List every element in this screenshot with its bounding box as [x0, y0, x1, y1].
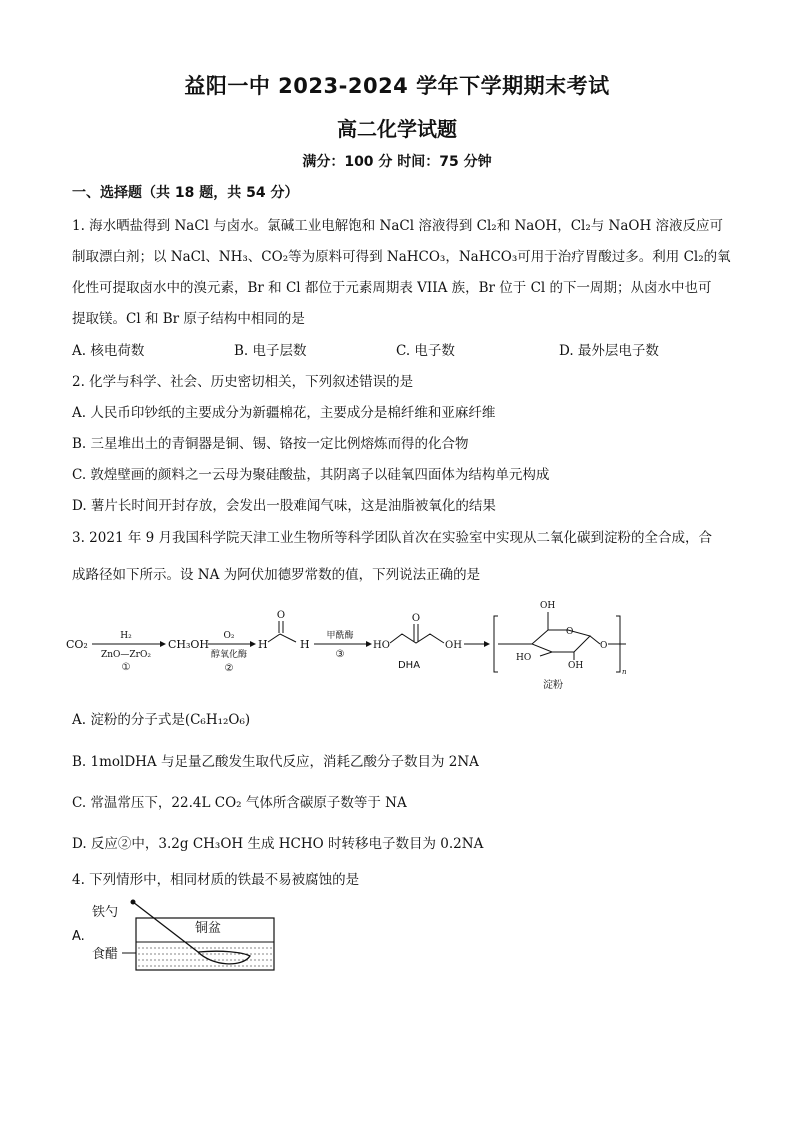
q1-line-4: 提取镁。Cl 和 Br 原子结构中相同的是 [72, 311, 305, 327]
starch-label: 淀粉 [543, 680, 563, 691]
q3-line-1: 3. 2021 年 9 月我国科学院天津工业生物所等科学团队首次在实验室中实现从二氧化碳到淀粉的全合成，合 [72, 530, 712, 546]
dha-ho: HO [373, 640, 390, 651]
dha-o: O [411, 613, 421, 624]
q1-line-2: 制取漂白剂；以 NaCl、NH₃、CO₂等为原料可得到 NaHCO₃，NaHCO₃可用于治疗胃酸过多。利用 Cl₂的氧 [72, 249, 731, 265]
iron-spoon-label: 铁勺 [92, 905, 119, 920]
iron-spoon [133, 902, 250, 964]
bond [268, 634, 280, 642]
formolase-label: 甲酰酶 [326, 631, 354, 641]
q2-option-d: D. 薯片长时间开封存放，会发出一股难闻气味，这是油脂被氧化的结果 [72, 498, 496, 514]
alcohol-oxidase-label: 醇氧化酶 [210, 650, 248, 660]
bracket-left [494, 616, 498, 672]
corrosion-figure-a [72, 896, 292, 986]
o2-label: O₂ [223, 631, 235, 641]
link-oxygen: O [600, 641, 608, 651]
arrow-head-2 [250, 641, 256, 647]
synthesis-scheme [66, 594, 636, 694]
dha-chain [390, 634, 444, 643]
q1-option-c: C. 电子数 [396, 343, 455, 359]
bond [540, 652, 552, 656]
q2-stem: 2. 化学与科学、社会、历史密切相关，下列叙述错误的是 [72, 374, 414, 390]
glucose-ring [532, 630, 590, 652]
h2-label: H₂ [120, 631, 132, 641]
arrow-head-1 [160, 641, 166, 647]
q2-option-a: A. 人民币印钞纸的主要成分为新疆棉花，主要成分是棉纤维和亚麻纤维 [72, 405, 496, 421]
exam-info: 满分：100 分 时间：75 分钟 [302, 154, 492, 170]
q1-option-d: D. 最外层电子数 [559, 343, 659, 359]
formaldehyde-o: O [276, 610, 286, 621]
step3-marker: ③ [335, 649, 345, 660]
dha-oh: OH [445, 640, 462, 651]
section-heading: 一、选择题（共 18 题，共 54 分） [72, 185, 299, 201]
formaldehyde-h-left: H [258, 638, 268, 651]
exam-title: 益阳一中 2023-2024 学年下学期期末考试 [184, 74, 610, 98]
repeat-n: n [622, 668, 627, 676]
step1-marker: ① [121, 662, 131, 673]
ring-oxygen: O [566, 627, 574, 637]
q2-option-c: C. 敦煌壁画的颜料之一云母为聚硅酸盐，其阴离子以硅氧四面体为结构单元构成 [72, 467, 550, 483]
q1-option-a: A. 核电荷数 [72, 343, 145, 359]
q3-option-d: D. 反应②中，3.2g CH₃OH 生成 HCHO 时转移电子数目为 0.2NA [72, 836, 484, 852]
ch3oh-label: CH₃OH [168, 638, 210, 651]
starch-oh: OH [568, 661, 584, 671]
bond [280, 634, 296, 642]
arrow-head-4 [484, 641, 490, 647]
q4-stem: 4. 下列情形中，相同材质的铁最不易被腐蚀的是 [72, 872, 360, 888]
q2-option-b: B. 三星堆出土的青铜器是铜、锡、铬按一定比例熔炼而得的化合物 [72, 436, 469, 452]
arrow-head-3 [366, 641, 372, 647]
co2-label: CO₂ [66, 638, 88, 651]
q1-line-3: 化性可提取卤水中的溴元素，Br 和 Cl 都位于元素周期表 VIIA 族，Br 位于 Cl 的下一周期；从卤水中也可 [72, 280, 712, 296]
vinegar-label: 食醋 [92, 947, 119, 962]
option-a-label: A. [72, 929, 85, 944]
step2-marker: ② [224, 663, 234, 674]
q3-option-c: C. 常温常压下，22.4L CO₂ 气体所含碳原子数等于 NA [72, 795, 407, 811]
catalyst-label: ZnO—ZrO₂ [101, 650, 151, 660]
formaldehyde-h-right: H [300, 638, 310, 651]
dha-label: DHA [397, 660, 421, 671]
starch-oh-top: OH [540, 601, 556, 611]
q1-line-1: 1. 海水晒盐得到 NaCl 与卤水。氯碱工业电解饱和 NaCl 溶液得到 Cl₂和 NaOH，Cl₂与 NaOH 溶液反应可 [72, 218, 724, 234]
q3-option-a: A. 淀粉的分子式是(C₆H₁₂O₆) [72, 712, 251, 728]
q1-option-b: B. 电子层数 [234, 343, 307, 359]
starch-ho: HO [516, 653, 532, 663]
copper-basin-label: 铜盆 [195, 921, 222, 936]
q3-line-2: 成路径如下所示。设 NA 为阿伏加德罗常数的值，下列说法正确的是 [72, 567, 481, 583]
exam-subtitle: 高二化学试题 [337, 117, 457, 141]
bond [590, 636, 600, 644]
q3-option-b: B. 1molDHA 与足量乙酸发生取代反应，消耗乙酸分子数目为 2NA [72, 754, 479, 770]
